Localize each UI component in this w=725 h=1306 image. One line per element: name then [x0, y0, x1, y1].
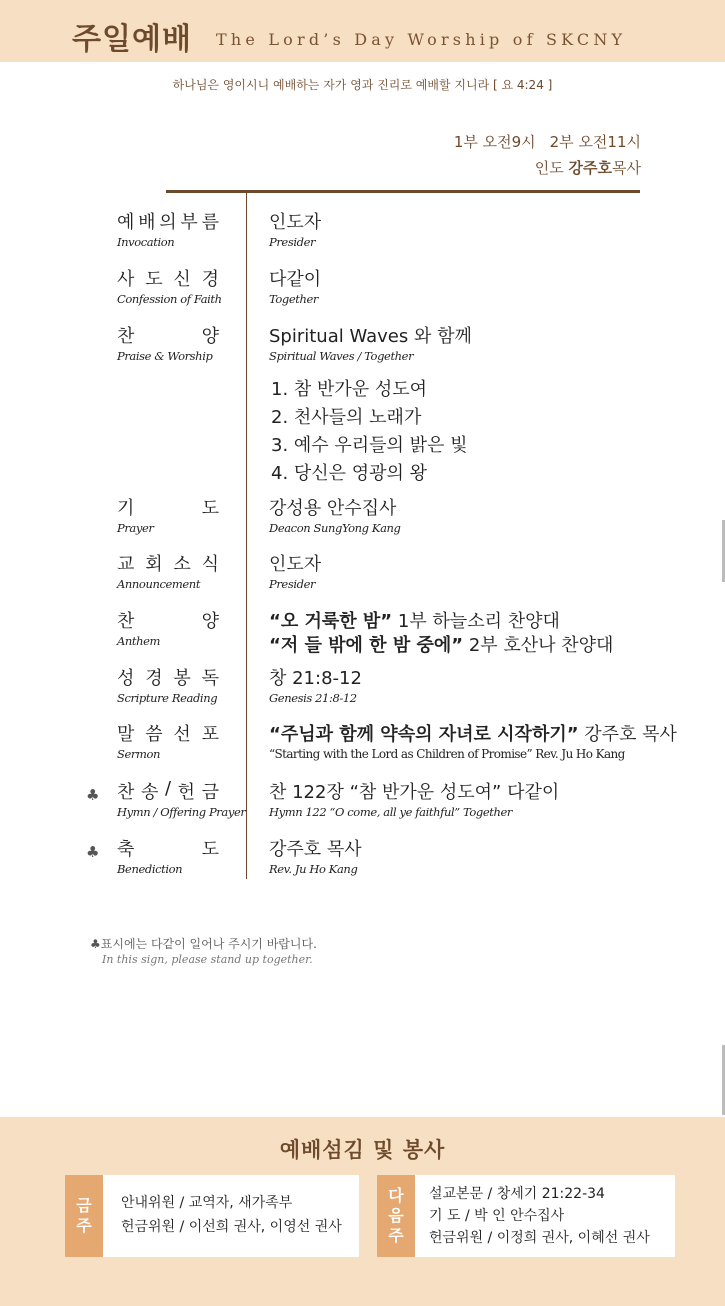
order-label-en: Scripture Reading: [117, 691, 218, 705]
label-char: 포: [201, 724, 219, 745]
label-char: 도: [201, 839, 219, 860]
next-week-box: [377, 1175, 675, 1257]
label-char: 씀: [145, 724, 163, 745]
label-char: 성: [117, 668, 135, 689]
order-label-ko: [117, 265, 219, 291]
order-content-en: Presider: [269, 577, 316, 591]
duty-line: 설교본문 / 창세기 21:22-34: [429, 1186, 605, 1202]
order-label-en: Invocation: [117, 235, 175, 249]
order-label-en: Hymn / Offering Prayer: [117, 805, 246, 819]
label-char: 회: [145, 554, 163, 575]
order-content-ko: 창 21:8-12: [269, 668, 362, 689]
presider-suffix: 목사: [612, 159, 641, 177]
presider-name: 강주호: [568, 159, 613, 177]
label-char: 기: [117, 498, 135, 519]
order-label-en: Anthem: [117, 634, 161, 648]
duty-line: 기 도 / 박 인 안수집사: [429, 1208, 565, 1224]
song-item: 4. 당신은 영광의 왕: [271, 463, 428, 484]
order-label-ko: [117, 607, 219, 633]
order-label-en: Prayer: [117, 521, 154, 535]
sermon-title-bold: “주님과 함께 약속의 자녀로 시작하기”: [269, 724, 579, 745]
label-char: 교: [117, 554, 135, 575]
duty-line: 헌금위원 / 이선희 권사, 이영선 권사: [121, 1219, 342, 1235]
label-char: 말: [117, 724, 135, 745]
club-icon: ♣: [86, 843, 100, 861]
stand-note: ♣표시에는 다같이 일어나 주시기 바랍니다.: [90, 937, 317, 951]
order-label-ko: [117, 494, 219, 520]
label-char: 헌: [177, 782, 195, 803]
page-subtitle: The Lord’s Day Worship of SKCNY: [216, 30, 627, 49]
sermon-preacher: 강주호 목사: [578, 724, 677, 745]
order-content-ko: 강성용 안수집사: [269, 498, 397, 519]
order-content-en: Spiritual Waves / Together: [269, 349, 414, 363]
label-char: 배: [138, 212, 156, 233]
label-char: 양: [201, 611, 219, 632]
order-label-ko: [117, 322, 219, 348]
label-char: /: [164, 778, 172, 799]
tag-char: 다: [388, 1186, 404, 1205]
order-content-en: “Starting with the Lord as Children of Promise” Rev. Ju Ho Kang: [269, 747, 625, 761]
order-label-ko: [117, 720, 219, 746]
anthem-choir-2: 2부 호산나 찬양대: [463, 635, 614, 656]
next-week-tag: [377, 1175, 415, 1257]
label-char: 사: [117, 269, 135, 290]
page-title: 주일예배: [72, 22, 192, 57]
header: [0, 0, 725, 62]
label-char: 찬: [117, 782, 135, 803]
label-char: 름: [201, 212, 219, 233]
label-char: 독: [201, 668, 219, 689]
duty-line: 헌금위원 / 이정희 권사, 이혜선 권사: [429, 1230, 650, 1246]
order-content-en: Genesis 21:8-12: [269, 691, 357, 705]
label-char: 의: [159, 212, 177, 233]
second-service: 2부 오전11시: [549, 133, 641, 151]
label-char: 도: [201, 498, 219, 519]
label-char: 도: [145, 269, 163, 290]
divider-vertical: [246, 193, 247, 879]
tag-char: 주: [388, 1226, 404, 1245]
label-char: 신: [173, 269, 191, 290]
stand-note-en: In this sign, please stand up together.: [102, 953, 313, 966]
order-label-ko: [117, 550, 219, 576]
service-footer: [0, 1117, 725, 1306]
label-char: 부: [180, 212, 198, 233]
anthem-title-1: “오 거룩한 밤”: [269, 611, 393, 632]
anthem-choir-1: 1부 하늘소리 찬양대: [392, 611, 560, 632]
presider-prefix: 인도: [534, 159, 564, 177]
label-char: 경: [145, 668, 163, 689]
order-label-ko: [117, 835, 219, 861]
order-label-ko: [117, 664, 219, 690]
order-label-en: Sermon: [117, 747, 161, 761]
song-item: 2. 천사들의 노래가: [271, 407, 422, 428]
bible-verse: 하나님은 영이시니 예배하는 자가 영과 진리로 예배할 지니라 [ 요 4:24 ]: [172, 78, 553, 92]
label-char: 예: [117, 212, 135, 233]
label-char: 봉: [173, 668, 191, 689]
order-label-en: Praise & Worship: [117, 349, 213, 363]
order-content-ko: 다같이: [269, 269, 322, 290]
service-times: [454, 131, 641, 152]
order-content-en: Presider: [269, 235, 316, 249]
label-char: 소: [173, 554, 191, 575]
first-service: 1부 오전9시: [453, 133, 536, 151]
order-label-en: Confession of Faith: [117, 292, 222, 306]
order-content-en: Together: [269, 292, 318, 306]
label-char: 선: [173, 724, 191, 745]
footer-title: 예배섬김 및 봉사: [279, 1138, 446, 1162]
club-icon: ♣: [86, 786, 100, 804]
order-content-en: Hymn 122 “O come, all ye faithful” Together: [269, 805, 512, 819]
label-char: 찬: [117, 611, 135, 632]
label-char: 찬: [117, 326, 135, 347]
divider-horizontal: [166, 190, 640, 193]
this-week-lines: [121, 1191, 342, 1239]
order-content-ko: 인도자: [269, 554, 322, 575]
order-content-en: Rev. Ju Ho Kang: [269, 862, 358, 876]
order-content-ko: 강주호 목사: [269, 839, 362, 860]
order-content-ko: 인도자: [269, 212, 322, 233]
next-week-lines: [429, 1183, 650, 1249]
anthem-line-2: [269, 631, 613, 657]
label-char: 금: [201, 782, 219, 803]
label-char: 송: [140, 782, 159, 803]
tag-char: 주: [76, 1216, 92, 1235]
song-item: 3. 예수 우리들의 밝은 빛: [271, 435, 468, 456]
label-char: 경: [201, 269, 219, 290]
label-char: 식: [201, 554, 219, 575]
this-week-box: [65, 1175, 359, 1257]
order-content-ko: 찬 122장 “참 반가운 성도여” 다같이: [269, 782, 560, 803]
order-label-ko: [117, 778, 219, 804]
tag-char: 금: [76, 1196, 92, 1215]
duty-line: 안내위원 / 교역자, 새가족부: [121, 1195, 293, 1211]
order-content-ko: Spiritual Waves 와 함께: [269, 326, 472, 347]
song-item: 1. 참 반가운 성도여: [271, 379, 428, 400]
anthem-title-2: “저 들 밖에 한 밤 중에”: [269, 635, 464, 656]
order-label-en: Benediction: [117, 862, 183, 876]
order-content-en: Deacon SungYong Kang: [269, 521, 401, 535]
sermon-title: [269, 720, 677, 746]
tag-char: 음: [388, 1206, 404, 1225]
order-label-en: Announcement: [117, 577, 201, 591]
label-char: 양: [201, 326, 219, 347]
label-char: 축: [117, 839, 135, 860]
order-label-ko: [117, 208, 219, 234]
this-week-tag: [65, 1175, 103, 1257]
presider: [535, 157, 641, 178]
song-list: [271, 376, 468, 488]
anthem-line-1: [269, 607, 560, 633]
